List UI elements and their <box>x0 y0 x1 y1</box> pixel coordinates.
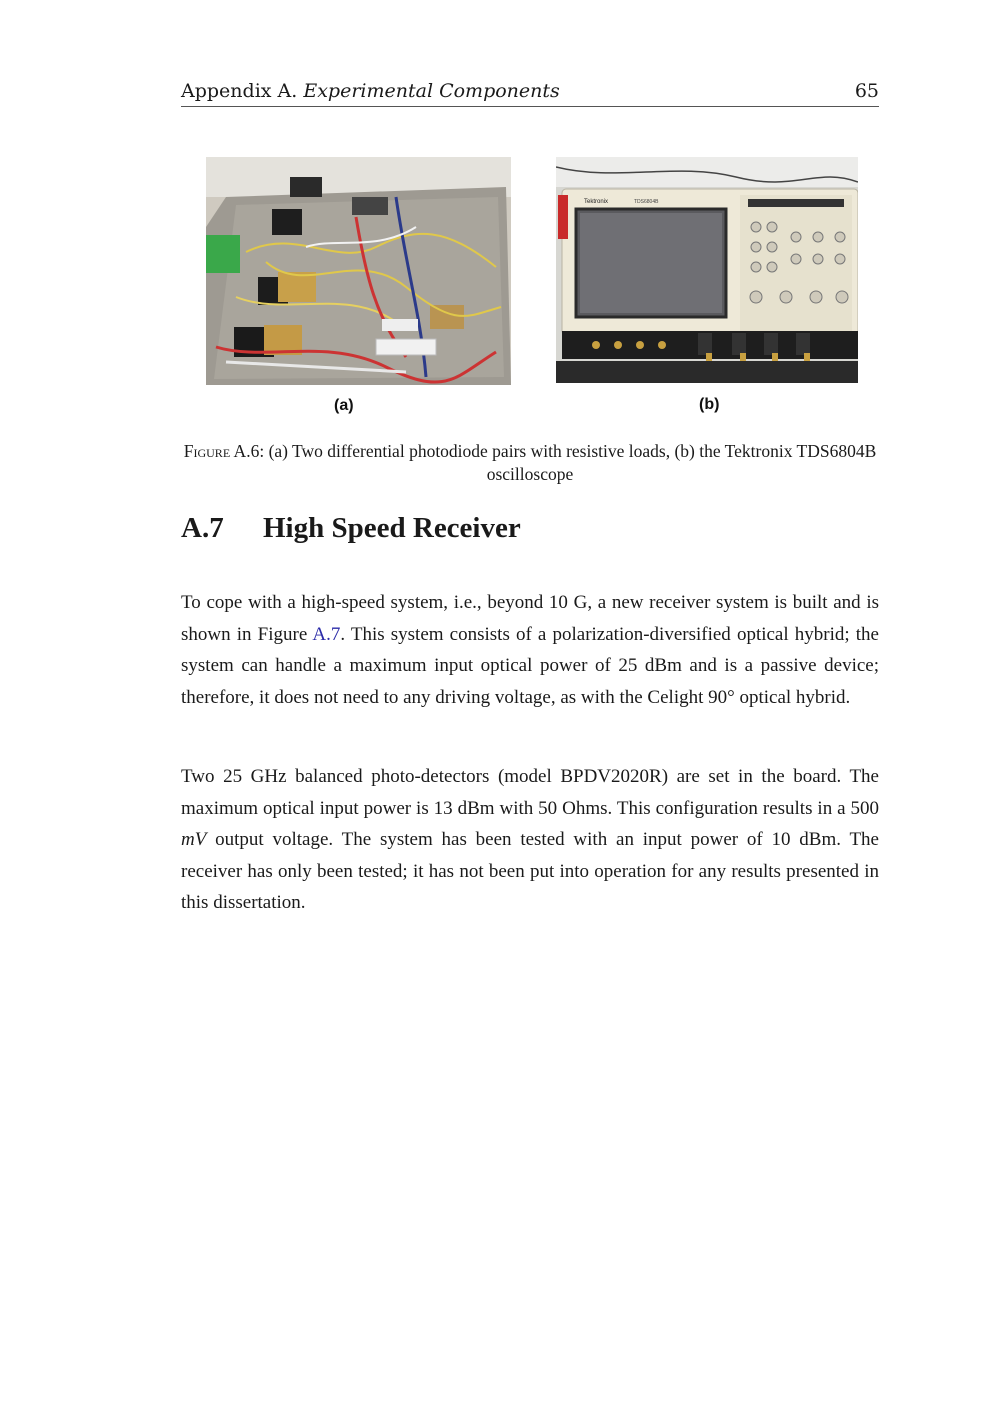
figure-caption <box>181 440 879 486</box>
paragraph-2: Two 25 GHz balanced photo-detectors (model BPDV2020R) are set in the board. The maximum optical input power is 13 dBm with 50 Ohms. This configuration results in a 500 mV output voltage. The system has been tested with an input power of 10 dBm. The receiver has only been tested; it has not been put into operation for any results presented in this dissertation. <box>181 766 879 913</box>
section-heading <box>181 512 521 545</box>
figure-link[interactable]: A.7 <box>312 623 341 645</box>
photodiode-board-illustration <box>206 157 511 385</box>
section-number: A.7 <box>181 512 224 544</box>
paragraph-1: To cope with a high-speed system, i.e., beyond 10 G, a new receiver system is built and is shown in Figure A.7. This system consists of a polarization-diversified optical hybrid; the system can handle a maximum input optical power of 25 dBm and is a passive device; therefore, it does not need to any driving voltage, as with the Celight 90° optical hybrid. <box>181 592 879 708</box>
subfigure-label-a: (a) <box>334 397 354 414</box>
figure-photo-a <box>206 157 511 385</box>
figure-photo-b <box>556 157 858 383</box>
header-chapter: Appendix A. Experimental Components <box>181 80 560 102</box>
scope-model-text: TDS6804B <box>634 199 659 205</box>
caption-text: (a) Two differential photodiode pairs with resistive loads, (b) the Tektronix TDS6804B oscilloscope <box>268 441 877 484</box>
subfigure-label-b: (b) <box>699 396 720 413</box>
header-chapter-title: Experimental Components <box>303 80 560 102</box>
scope-brand-text: Tektronix <box>584 199 609 205</box>
page-number: 65 <box>854 80 879 102</box>
oscilloscope-illustration <box>556 157 858 383</box>
section-title: High Speed Receiver <box>263 512 521 544</box>
running-header <box>181 78 879 107</box>
math-unit: mV <box>181 829 207 850</box>
caption-prefix: Figure A.6: <box>183 441 265 461</box>
